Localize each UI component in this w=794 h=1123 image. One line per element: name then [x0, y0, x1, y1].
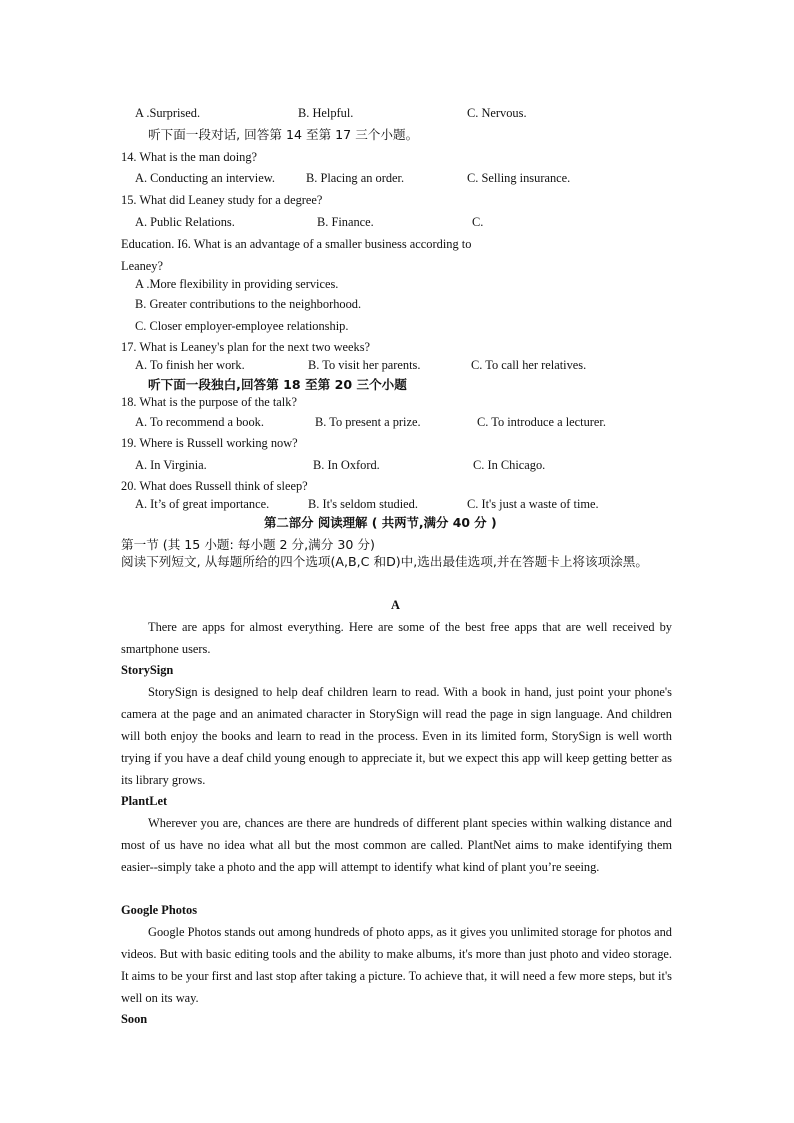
instruction-14-17: 听下面一段对话, 回答第 14 至第 17 三个小题。	[148, 127, 419, 142]
app-title-soon: Soon	[121, 1012, 148, 1026]
question-20: 20. What does Russell think of sleep?	[121, 479, 308, 493]
q17-option-a: A. To finish her work.	[135, 358, 245, 372]
q20-option-a: A. It’s of great importance.	[135, 497, 270, 511]
part-two-heading: 第二部分 阅读理解 ( 共两节,满分 40 分 )	[264, 515, 497, 530]
app-text-plantlet: Wherever you are, chances are there are hundreds of different plant species within walking distance and most of us have no idea what all but the most common are called. PlantNet aims to make identifying them easier--simply take a photo and the app will attempt to identify what kind of plant you’re seeing.	[121, 816, 672, 874]
app-title-google-photos: Google Photos	[121, 903, 198, 917]
question-14: 14. What is the man doing?	[121, 150, 258, 164]
app-text-storysign: StorySign is designed to help deaf children learn to read. With a book in hand, just point your phone's camera at the page and an animated character in StorySign will read the page in sign language. And children will both enjoy the books and learn to read in the process. Even in its limited form, StorySign is well worth trying if you have a deaf child young enough to appreciate it, but we expect this app will keep getting better as its library grows.	[121, 685, 672, 787]
q20-option-b: B. It's seldom studied.	[308, 497, 418, 511]
app-title-storysign: StorySign	[121, 663, 174, 677]
q20-option-c: C. It's just a waste of time.	[467, 497, 599, 511]
q14-option-c: C. Selling insurance.	[467, 171, 571, 185]
instruction-18-20: 听下面一段独白,回答第 18 至第 20 三个小题	[148, 377, 407, 392]
q19-option-a: A. In Virginia.	[135, 458, 207, 472]
q14-option-a: A. Conducting an interview.	[135, 171, 275, 185]
q16-option-b: B. Greater contributions to the neighborhood.	[135, 297, 362, 311]
section-one-heading: 第一节 (其 15 小题: 每小题 2 分,满分 30 分)	[121, 537, 375, 552]
passage-label: A	[391, 598, 400, 612]
q17-option-c: C. To call her relatives.	[471, 358, 587, 372]
q16-option-a: A .More flexibility in providing services.	[135, 277, 339, 291]
q19-option-b: B. In Oxford.	[313, 458, 380, 472]
reading-instructions: 阅读下列短文, 从每题所给的四个选项(A,B,C 和D)中,选出最佳选项,并在答题卡上将该项涂黑。	[121, 554, 648, 569]
q13-option-c: C. Nervous.	[467, 106, 527, 120]
question-18: 18. What is the purpose of the talk?	[121, 395, 297, 409]
question-16-line2: Leaney?	[121, 259, 163, 273]
q19-option-c: C. In Chicago.	[473, 458, 546, 472]
q15-option-b: B. Finance.	[317, 215, 374, 229]
question-16-line1: Education. I6. What is an advantage of a smaller business according to	[121, 237, 472, 251]
q13-option-b: B. Helpful.	[298, 106, 354, 120]
q13-option-a: A .Surprised.	[135, 106, 201, 120]
passage-intro: There are apps for almost everything. Here are some of the best free apps that are well received by smartphone users.	[121, 620, 672, 656]
q18-option-c: C. To introduce a lecturer.	[477, 415, 606, 429]
app-title-plantlet: PlantLet	[121, 794, 168, 808]
q15-option-c: C.	[472, 215, 484, 229]
question-19: 19. Where is Russell working now?	[121, 436, 298, 450]
q17-option-b: B. To visit her parents.	[308, 358, 421, 372]
q15-option-a: A. Public Relations.	[135, 215, 235, 229]
q14-option-b: B. Placing an order.	[306, 171, 405, 185]
question-17: 17. What is Leaney's plan for the next two weeks?	[121, 340, 371, 354]
q18-option-a: A. To recommend a book.	[135, 415, 264, 429]
question-15: 15. What did Leaney study for a degree?	[121, 193, 323, 207]
q16-option-c: C. Closer employer-employee relationship.	[135, 319, 349, 333]
q18-option-b: B. To present a prize.	[315, 415, 421, 429]
app-text-google-photos: Google Photos stands out among hundreds of photo apps, as it gives you unlimited storage for photos and videos. But with basic editing tools and the ability to make albums, it's more than just photo and video storage. It aims to be your first and last stop after taking a picture. To achieve that, it will need a few more steps, but it's well on its way.	[121, 925, 672, 1005]
